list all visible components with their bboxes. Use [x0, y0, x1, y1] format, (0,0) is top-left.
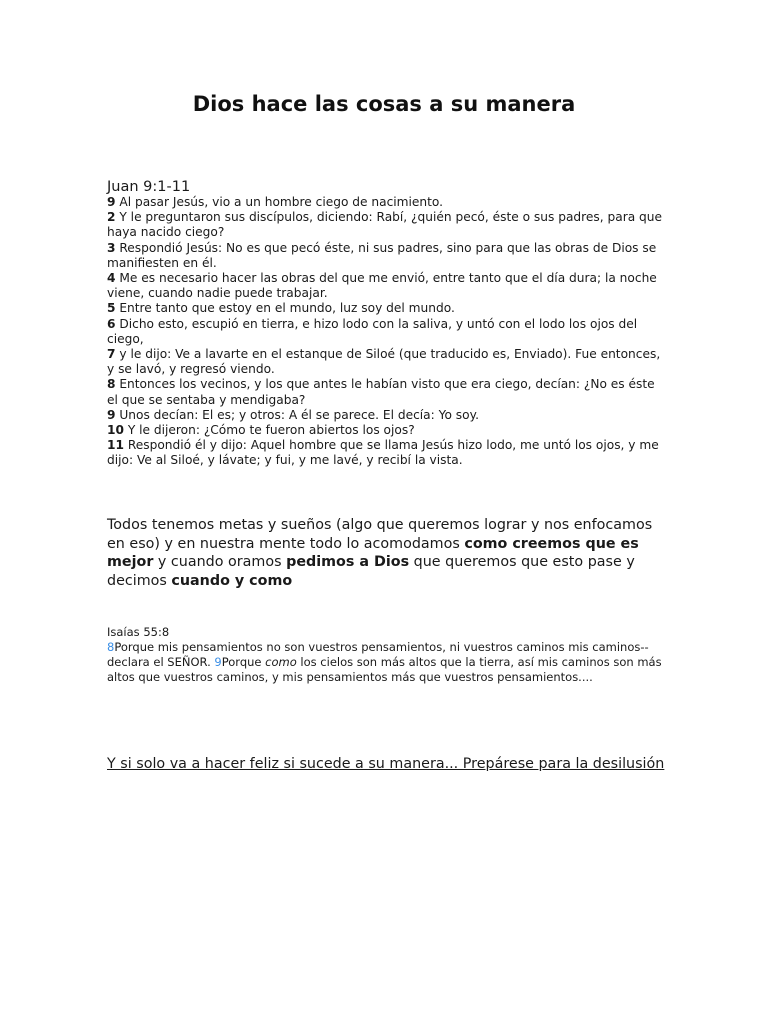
- page-title: Dios hace las cosas a su manera: [192, 92, 576, 116]
- verse: [107, 377, 667, 407]
- isaiah-emphasis: como: [265, 655, 297, 670]
- verse-number: 9: [107, 407, 116, 422]
- verse: [107, 195, 667, 210]
- verse-number-link[interactable]: 8: [107, 640, 115, 654]
- isaiah-text-3: los cielos son más altos que la tierra, así mis caminos son más altos que vuestros caminos, y mis pensamientos más que vuestros pensamientos....: [107, 655, 662, 685]
- paragraph-text-3: que queremos que esto pase y decimos: [107, 554, 635, 589]
- verse-text: Entre tanto que estoy en el mundo, luz soy del mundo.: [115, 301, 455, 316]
- verse: [107, 317, 667, 347]
- verse-text: Dicho esto, escupió en tierra, e hizo lodo con la saliva, y untó con el lodo los ojos del ciego,: [107, 316, 638, 346]
- verse-number: 9: [107, 195, 116, 209]
- verse: [107, 271, 667, 301]
- verse-number: 2: [107, 210, 116, 225]
- john-reference: Juan 9:1-11: [107, 179, 191, 195]
- verse-text: Y le dijeron: ¿Cómo te fueron abiertos los ojos?: [123, 423, 415, 438]
- verse: [107, 438, 667, 468]
- isaiah-passage: [107, 640, 667, 686]
- verse: [107, 347, 667, 377]
- verse-number-link[interactable]: 9: [214, 655, 222, 670]
- verse-text: Respondió Jesús: No es que pecó éste, ni sus padres, sino para que las obras de Dios se manifiesten en él.: [107, 240, 657, 270]
- verse-text: y le dijo: Ve a lavarte en el estanque de Siloé (que traducido es, Enviado). Fue entonces, y se lavó, y regresó viendo.: [107, 347, 661, 377]
- closing-statement: Y si solo va a hacer feliz si sucede a su manera... Prepárese para la desilusión: [107, 756, 665, 772]
- paragraph-bold-3: cuando y como: [171, 572, 293, 589]
- verse: [107, 408, 667, 423]
- verse-number: 6: [107, 316, 116, 331]
- paragraph-bold-2: pedimos a Dios: [286, 554, 410, 570]
- verse-text: Unos decían: El es; y otros: A él se parece. El decía: Yo soy.: [115, 407, 479, 422]
- verse-text: Me es necesario hacer las obras del que me envió, entre tanto que el día dura; la noche viene, cuando nadie puede trabajar.: [107, 271, 657, 301]
- verse-number: 5: [107, 301, 116, 316]
- verse-text: Y le preguntaron sus discípulos, diciendo: Rabí, ¿quién pecó, éste o sus padres, para que haya nacido ciego?: [107, 210, 663, 240]
- isaiah-text-1: Porque mis pensamientos no son vuestros pensamientos, ni vuestros caminos mis caminos--declara el SEÑOR.: [107, 640, 649, 670]
- verse: [107, 210, 667, 240]
- verse-text: Respondió él y dijo: Aquel hombre que se llama Jesús hizo lodo, me untó los ojos, y me dijo: Ve al Siloé, y lávate; y fui, y me lavé, y recibí la vista.: [107, 438, 659, 468]
- verse: [107, 423, 667, 438]
- paragraph-bold-1: como creemos que es mejor: [107, 535, 639, 570]
- verse-number: 4: [107, 271, 116, 286]
- isaiah-reference: Isaías 55:8: [107, 625, 170, 639]
- verse: [107, 301, 667, 316]
- verse: [107, 241, 667, 271]
- verse-number: 8: [107, 377, 116, 392]
- verse-list: [107, 195, 667, 469]
- verse-number: 7: [107, 347, 116, 362]
- verse-number: 11: [107, 438, 124, 453]
- verse-text: Entonces los vecinos, y los que antes le habían visto que era ciego, decían: ¿No es éste el que se sentaba y mendigaba?: [107, 377, 655, 407]
- reflection-paragraph: [107, 516, 667, 590]
- paragraph-text-2: y cuando oramos: [153, 554, 287, 570]
- verse-number: 10: [107, 423, 124, 438]
- isaiah-text-2: Porque: [221, 655, 266, 670]
- verse-number: 3: [107, 240, 116, 255]
- verse-text: Al pasar Jesús, vio a un hombre ciego de nacimiento.: [115, 195, 444, 209]
- paragraph-text-1: Todos tenemos metas y sueños (algo que queremos lograr y nos enfocamos en eso) y en nuestra mente todo lo acomodamos: [107, 517, 653, 552]
